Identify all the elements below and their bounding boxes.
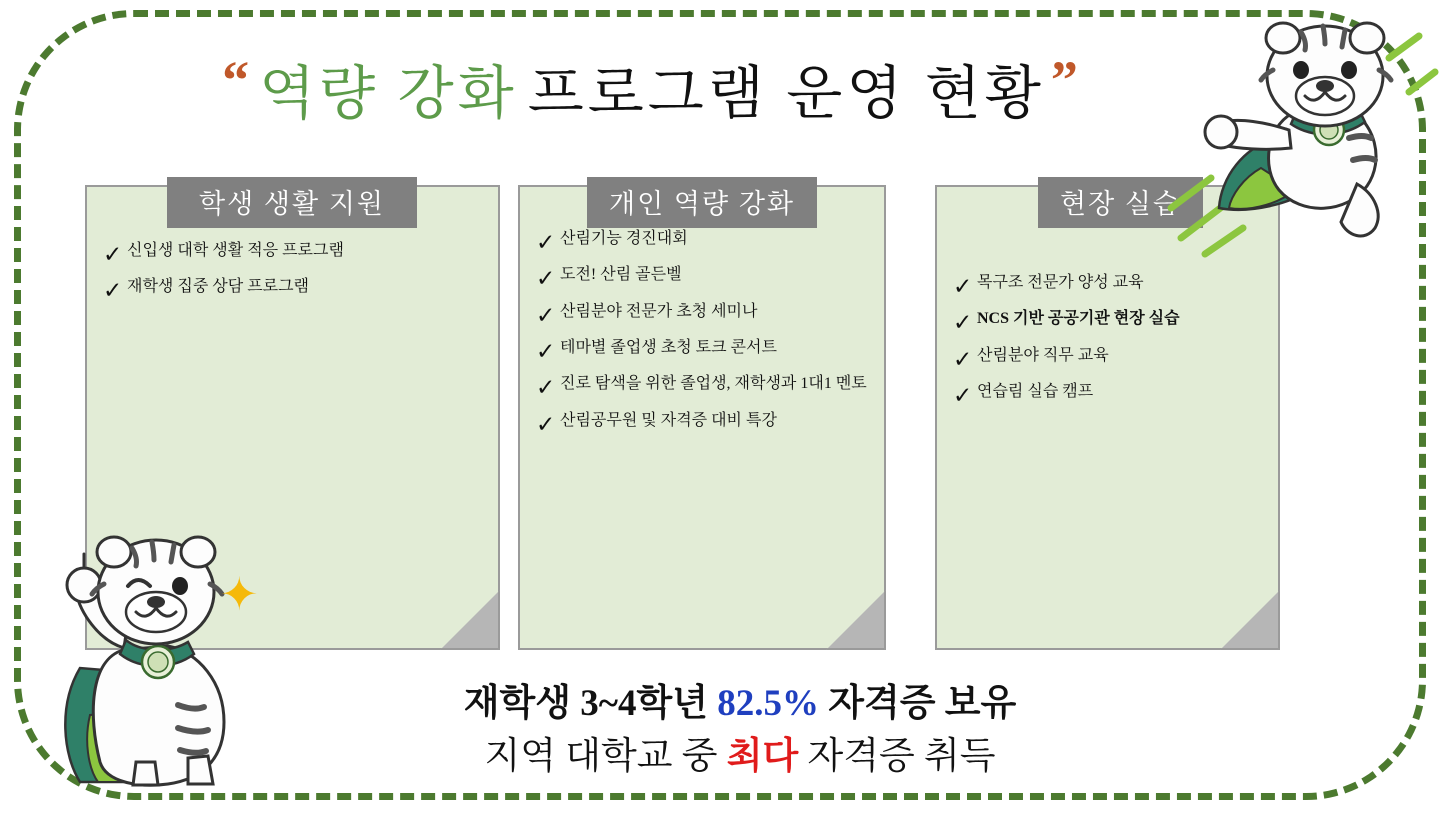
summary-stat-percent: 82.5% xyxy=(717,683,819,724)
card-2-list xyxy=(536,228,868,440)
list-item xyxy=(103,276,482,306)
list-item-label: 목구조 전문가 양성 교육 xyxy=(977,274,1144,291)
list-item xyxy=(536,264,868,294)
corner-fold xyxy=(1220,590,1280,650)
summary-line-2 xyxy=(240,731,1240,784)
card-3-list xyxy=(953,272,1262,411)
summary-line-2-suffix: 자격증 취득 xyxy=(798,735,996,777)
check-icon: ✓ xyxy=(536,411,556,437)
page-title xyxy=(120,40,1180,135)
corner-fold xyxy=(826,590,886,650)
list-item xyxy=(953,308,1262,338)
check-icon: ✓ xyxy=(103,242,123,267)
list-item-label: 도전! 산림 골든벨 xyxy=(560,266,682,284)
title-black-text: 프로그램 운영 현황 xyxy=(527,60,1045,126)
summary-stat-most: 최다 xyxy=(726,735,799,777)
list-item-label: 진로 탐색을 위한 졸업생, 재학생과 1대1 멘토 xyxy=(560,375,867,393)
quote-close-mark: ” xyxy=(1050,49,1078,110)
list-item-highlighted xyxy=(536,410,868,440)
sparkle-icon: ✦ xyxy=(220,569,259,620)
check-icon: ✓ xyxy=(103,278,123,304)
card-1-body xyxy=(85,240,500,313)
check-icon: ✓ xyxy=(536,302,556,328)
summary-line-1-prefix: 재학생 3~4학년 xyxy=(463,683,718,724)
list-item xyxy=(103,240,482,270)
card-2-header: 개인 역량 강화 xyxy=(587,177,817,228)
list-item xyxy=(536,373,868,403)
check-icon: ✓ xyxy=(953,346,973,372)
check-icon: ✓ xyxy=(536,339,556,365)
quote-open-mark: “ xyxy=(222,49,250,110)
tiger-mascot-left-icon xyxy=(28,500,278,790)
list-item-label: NCS 기반 공공기관 현장 실습 xyxy=(977,310,1180,328)
title-green-text: 역량 강화 xyxy=(259,60,518,126)
card-3-body xyxy=(935,272,1280,417)
summary-line-1-suffix: 자격증 보유 xyxy=(818,683,1017,724)
list-item-label: 연습림 실습 캠프 xyxy=(977,383,1094,401)
list-item-label: 신입생 대학 생활 적응 프로그램 xyxy=(127,242,344,259)
card-1-header: 학생 생활 지원 xyxy=(167,177,417,228)
list-item-label: 산림기능 경진대회 xyxy=(560,230,688,247)
card-1-list xyxy=(103,240,482,307)
list-item-label: 재학생 집중 상담 프로그램 xyxy=(127,278,310,296)
list-item xyxy=(536,301,868,331)
check-icon: ✓ xyxy=(536,230,556,255)
check-icon: ✓ xyxy=(953,383,973,409)
corner-fold xyxy=(440,590,500,650)
summary-statement xyxy=(240,678,1240,783)
card-3-header: 현장 실습 xyxy=(1038,177,1203,228)
summary-line-2-prefix: 지역 대학교 중 xyxy=(484,735,727,777)
card-2-body xyxy=(518,228,886,446)
check-icon: ✓ xyxy=(536,266,556,292)
list-item xyxy=(953,345,1262,375)
list-item xyxy=(536,337,868,367)
check-icon: ✓ xyxy=(536,375,556,401)
list-item-label: 테마별 졸업생 초청 토크 콘서트 xyxy=(560,339,777,357)
list-item-label: 산림분야 직무 교육 xyxy=(977,346,1109,364)
list-item-label: 산림공무원 및 자격증 대비 특강 xyxy=(560,411,777,429)
check-icon: ✓ xyxy=(953,274,973,299)
tiger-mascot-right-icon xyxy=(1161,18,1441,278)
summary-line-1 xyxy=(240,678,1240,731)
list-item xyxy=(536,228,868,258)
check-icon: ✓ xyxy=(953,310,973,336)
list-item xyxy=(953,381,1262,411)
list-item-label: 산림분야 전문가 초청 세미나 xyxy=(560,302,758,320)
